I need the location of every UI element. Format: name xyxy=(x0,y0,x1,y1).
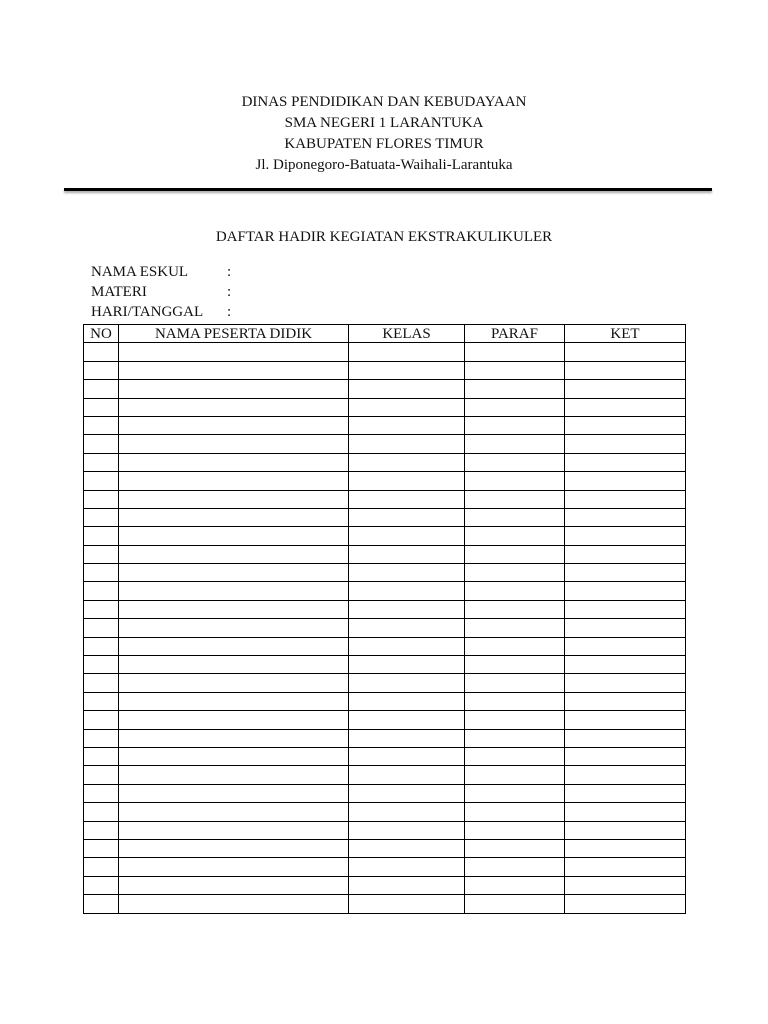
cell-student-name xyxy=(119,361,349,379)
cell-student-name xyxy=(119,803,349,821)
cell-class xyxy=(349,545,465,563)
cell-no xyxy=(84,361,119,379)
field-colon: : xyxy=(227,304,232,320)
cell-notes xyxy=(565,674,686,692)
cell-class xyxy=(349,674,465,692)
table-row xyxy=(84,472,686,490)
cell-notes xyxy=(565,895,686,913)
field-materi xyxy=(91,282,237,302)
column-header-signature: PARAF xyxy=(465,325,565,343)
cell-signature xyxy=(465,839,565,857)
cell-no xyxy=(84,398,119,416)
table-row xyxy=(84,876,686,894)
cell-signature xyxy=(465,600,565,618)
cell-notes xyxy=(565,839,686,857)
cell-no xyxy=(84,472,119,490)
table-row xyxy=(84,508,686,526)
cell-signature xyxy=(465,692,565,710)
cell-student-name xyxy=(119,380,349,398)
attendance-table xyxy=(83,324,686,914)
cell-signature xyxy=(465,508,565,526)
cell-signature xyxy=(465,582,565,600)
cell-notes xyxy=(565,803,686,821)
cell-student-name xyxy=(119,564,349,582)
cell-student-name xyxy=(119,711,349,729)
table-row xyxy=(84,527,686,545)
field-colon: : xyxy=(227,284,232,300)
cell-class xyxy=(349,839,465,857)
cell-no xyxy=(84,564,119,582)
cell-signature xyxy=(465,343,565,361)
table-row xyxy=(84,821,686,839)
cell-no xyxy=(84,784,119,802)
cell-no xyxy=(84,747,119,765)
cell-student-name xyxy=(119,692,349,710)
cell-class xyxy=(349,858,465,876)
table-row xyxy=(84,766,686,784)
table-row xyxy=(84,416,686,434)
cell-class xyxy=(349,380,465,398)
cell-signature xyxy=(465,435,565,453)
table-row xyxy=(84,729,686,747)
cell-notes xyxy=(565,876,686,894)
cell-notes xyxy=(565,380,686,398)
cell-class xyxy=(349,398,465,416)
cell-student-name xyxy=(119,600,349,618)
table-row xyxy=(84,656,686,674)
cell-no xyxy=(84,380,119,398)
cell-signature xyxy=(465,490,565,508)
cell-notes xyxy=(565,361,686,379)
column-header-notes: KET xyxy=(565,325,686,343)
cell-notes xyxy=(565,490,686,508)
cell-notes xyxy=(565,564,686,582)
cell-no xyxy=(84,821,119,839)
cell-signature xyxy=(465,398,565,416)
cell-notes xyxy=(565,747,686,765)
table-row xyxy=(84,361,686,379)
cell-notes xyxy=(565,527,686,545)
cell-no xyxy=(84,508,119,526)
cell-notes xyxy=(565,656,686,674)
school-name: SMA NEGERI 1 LARANTUKA xyxy=(284,115,484,131)
table-row xyxy=(84,380,686,398)
cell-student-name xyxy=(119,821,349,839)
cell-student-name xyxy=(119,527,349,545)
cell-class xyxy=(349,784,465,802)
cell-signature xyxy=(465,729,565,747)
agency-name: DINAS PENDIDIKAN DAN KEBUDAYAAN xyxy=(241,94,527,110)
cell-student-name xyxy=(119,656,349,674)
cell-notes xyxy=(565,508,686,526)
cell-signature xyxy=(465,453,565,471)
cell-notes xyxy=(565,637,686,655)
cell-no xyxy=(84,619,119,637)
table-row xyxy=(84,435,686,453)
cell-notes xyxy=(565,729,686,747)
cell-class xyxy=(349,343,465,361)
cell-student-name xyxy=(119,674,349,692)
cell-no xyxy=(84,692,119,710)
cell-no xyxy=(84,674,119,692)
cell-no xyxy=(84,766,119,784)
cell-class xyxy=(349,821,465,839)
field-eskul-name xyxy=(91,262,237,282)
cell-notes xyxy=(565,398,686,416)
cell-no xyxy=(84,876,119,894)
cell-notes xyxy=(565,821,686,839)
cell-class xyxy=(349,876,465,894)
cell-no xyxy=(84,839,119,857)
cell-class xyxy=(349,656,465,674)
column-header-no: NO xyxy=(84,325,119,343)
table-row xyxy=(84,564,686,582)
cell-no xyxy=(84,343,119,361)
field-day-date xyxy=(91,302,237,322)
cell-signature xyxy=(465,858,565,876)
table-row xyxy=(84,343,686,361)
cell-class xyxy=(349,453,465,471)
cell-signature xyxy=(465,784,565,802)
cell-student-name xyxy=(119,766,349,784)
table-row xyxy=(84,600,686,618)
cell-notes xyxy=(565,784,686,802)
field-colon: : xyxy=(227,264,232,280)
cell-student-name xyxy=(119,619,349,637)
cell-signature xyxy=(465,821,565,839)
cell-signature xyxy=(465,656,565,674)
cell-signature xyxy=(465,674,565,692)
cell-class xyxy=(349,416,465,434)
cell-signature xyxy=(465,876,565,894)
cell-notes xyxy=(565,582,686,600)
cell-student-name xyxy=(119,490,349,508)
cell-notes xyxy=(565,619,686,637)
table-body xyxy=(84,343,686,913)
cell-no xyxy=(84,527,119,545)
cell-notes xyxy=(565,692,686,710)
cell-signature xyxy=(465,711,565,729)
cell-notes xyxy=(565,600,686,618)
table-row xyxy=(84,692,686,710)
letterhead xyxy=(0,92,768,176)
cell-class xyxy=(349,527,465,545)
cell-student-name xyxy=(119,747,349,765)
cell-no xyxy=(84,545,119,563)
cell-class xyxy=(349,692,465,710)
cell-no xyxy=(84,711,119,729)
cell-student-name xyxy=(119,876,349,894)
cell-signature xyxy=(465,380,565,398)
table-row xyxy=(84,490,686,508)
cell-signature xyxy=(465,619,565,637)
cell-student-name xyxy=(119,545,349,563)
cell-signature xyxy=(465,637,565,655)
table-row xyxy=(84,398,686,416)
cell-class xyxy=(349,582,465,600)
cell-no xyxy=(84,656,119,674)
cell-class xyxy=(349,435,465,453)
cell-notes xyxy=(565,545,686,563)
cell-no xyxy=(84,490,119,508)
cell-notes xyxy=(565,472,686,490)
cell-student-name xyxy=(119,416,349,434)
cell-class xyxy=(349,472,465,490)
cell-student-name xyxy=(119,435,349,453)
regency-name: KABUPATEN FLORES TIMUR xyxy=(284,136,484,152)
cell-class xyxy=(349,637,465,655)
cell-notes xyxy=(565,416,686,434)
cell-signature xyxy=(465,472,565,490)
cell-student-name xyxy=(119,508,349,526)
cell-class xyxy=(349,711,465,729)
field-label: MATERI xyxy=(91,284,147,300)
cell-no xyxy=(84,803,119,821)
school-address: Jl. Diponegoro-Batuata-Waihali-Larantuka xyxy=(255,157,513,173)
cell-notes xyxy=(565,711,686,729)
table-row xyxy=(84,747,686,765)
cell-signature xyxy=(465,766,565,784)
cell-no xyxy=(84,416,119,434)
cell-signature xyxy=(465,416,565,434)
cell-signature xyxy=(465,895,565,913)
table-row xyxy=(84,803,686,821)
table-row xyxy=(84,784,686,802)
table-row xyxy=(84,453,686,471)
cell-notes xyxy=(565,766,686,784)
cell-class xyxy=(349,766,465,784)
table-row xyxy=(84,637,686,655)
cell-student-name xyxy=(119,729,349,747)
letterhead-divider xyxy=(64,188,712,191)
document-title: DAFTAR HADIR KEGIATAN EKSTRAKULIKULER xyxy=(215,229,553,245)
cell-student-name xyxy=(119,637,349,655)
cell-signature xyxy=(465,361,565,379)
field-label: HARI/TANGGAL xyxy=(91,304,204,320)
cell-signature xyxy=(465,747,565,765)
table-row xyxy=(84,895,686,913)
column-header-class: KELAS xyxy=(349,325,465,343)
cell-notes xyxy=(565,858,686,876)
cell-class xyxy=(349,895,465,913)
cell-no xyxy=(84,582,119,600)
cell-signature xyxy=(465,564,565,582)
cell-student-name xyxy=(119,895,349,913)
cell-class xyxy=(349,508,465,526)
cell-class xyxy=(349,600,465,618)
field-label: NAMA ESKUL xyxy=(91,264,189,280)
cell-student-name xyxy=(119,453,349,471)
table-row xyxy=(84,582,686,600)
table-row xyxy=(84,839,686,857)
cell-student-name xyxy=(119,398,349,416)
cell-no xyxy=(84,858,119,876)
cell-student-name xyxy=(119,839,349,857)
cell-no xyxy=(84,435,119,453)
cell-class xyxy=(349,619,465,637)
cell-class xyxy=(349,747,465,765)
table-row xyxy=(84,619,686,637)
cell-class xyxy=(349,490,465,508)
cell-student-name xyxy=(119,858,349,876)
table-header-row xyxy=(84,325,686,343)
table-row xyxy=(84,711,686,729)
cell-student-name xyxy=(119,582,349,600)
cell-no xyxy=(84,453,119,471)
cell-student-name xyxy=(119,784,349,802)
cell-class xyxy=(349,564,465,582)
cell-notes xyxy=(565,343,686,361)
cell-class xyxy=(349,729,465,747)
cell-no xyxy=(84,600,119,618)
cell-student-name xyxy=(119,472,349,490)
cell-class xyxy=(349,361,465,379)
cell-notes xyxy=(565,453,686,471)
table-row xyxy=(84,674,686,692)
cell-notes xyxy=(565,435,686,453)
cell-signature xyxy=(465,527,565,545)
table-row xyxy=(84,858,686,876)
table-row xyxy=(84,545,686,563)
column-header-student-name: NAMA PESERTA DIDIK xyxy=(119,325,349,343)
cell-no xyxy=(84,895,119,913)
cell-no xyxy=(84,637,119,655)
cell-no xyxy=(84,729,119,747)
form-fields xyxy=(91,262,237,322)
cell-class xyxy=(349,803,465,821)
cell-student-name xyxy=(119,343,349,361)
cell-signature xyxy=(465,545,565,563)
cell-signature xyxy=(465,803,565,821)
